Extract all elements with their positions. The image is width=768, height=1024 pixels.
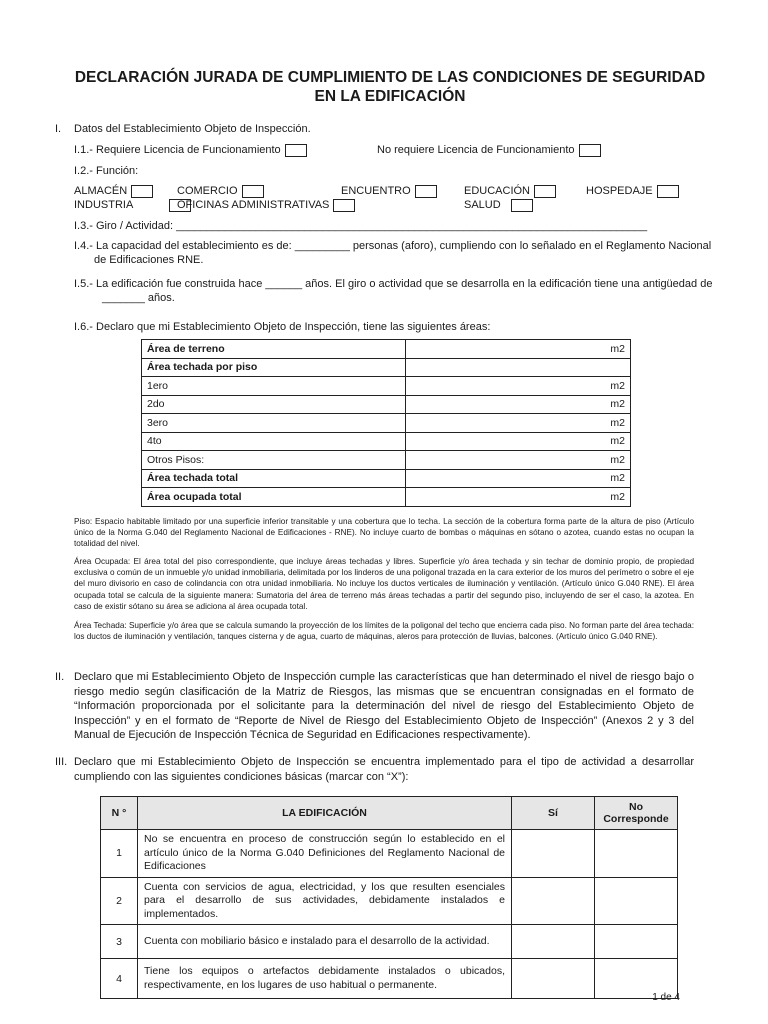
page-title <box>60 68 720 106</box>
areas-row <box>142 395 631 414</box>
condition-no-corresponde-cell[interactable] <box>595 877 678 925</box>
section-1-number: I. <box>55 123 62 135</box>
function-almacen-label: ALMACÉN <box>74 185 128 197</box>
function-industria <box>74 198 191 212</box>
header-edificacion: LA EDIFICACIÓN <box>138 797 512 830</box>
section-3-text: Declaro que mi Establecimiento Objeto de Inspección se encuentra implementado para el tipo de actividad a desarrollar cumpliendo con las siguientes condiciones básicas (marcar con “X”): <box>74 756 694 783</box>
condition-row <box>101 830 678 878</box>
condition-no-corresponde-cell[interactable] <box>595 925 678 959</box>
giro-actividad-field[interactable]: I.3.- Giro / Actividad: _____________________________________________________________________________ <box>74 220 648 232</box>
function-comercio-checkbox[interactable] <box>242 185 264 198</box>
function-encuentro-label: ENCUENTRO <box>341 185 411 197</box>
section-3-number: III. <box>55 756 68 768</box>
areas-row <box>142 451 631 470</box>
areas-row <box>142 340 631 359</box>
condition-number: 3 <box>101 925 138 959</box>
title-line-1: DECLARACIÓN JURADA DE CUMPLIMIENTO DE LAS CONDICIONES DE SEGURIDAD <box>74 69 706 86</box>
condition-si-cell[interactable] <box>512 830 595 878</box>
note-piso: Piso: Espacio habitable limitado por una superficie inferior transitable y una cobertura que lo techa. La sección de la cobertura forma parte de la altura de piso (Artículo único de la Norma G.040 del Reglamento Nacional de Edificaciones - RNE). No incluye cuarto de bombas o máquinas en sótano o azotea, cuando estas no ocupan la totalidad del nivel. <box>74 517 694 549</box>
antiquity-line-1: I.5.- La edificación fue construida hace ______ años. El giro o actividad que se desarrolla en la edificación tiene una antigüedad de <box>74 278 713 290</box>
title-line-2: EN LA EDIFICACIÓN <box>314 88 466 105</box>
not-requires-license-checkbox[interactable] <box>579 144 601 157</box>
function-oficinas <box>177 198 355 212</box>
areas-label: Área ocupada total <box>142 488 406 507</box>
function-encuentro-checkbox[interactable] <box>415 185 437 198</box>
section-1-heading: Datos del Establecimiento Objeto de Inspección. <box>74 123 311 135</box>
condition-number: 2 <box>101 877 138 925</box>
areas-value-field[interactable]: m2 <box>406 414 631 433</box>
areas-table <box>141 339 631 507</box>
function-salud-checkbox[interactable] <box>511 199 533 212</box>
condition-text: Cuenta con servicios de agua, electricidad, y los que resulten esenciales para el desarrollo de sus actividades, debidamente instalados e implementados. <box>138 877 512 925</box>
areas-value-field[interactable]: m2 <box>406 451 631 470</box>
areas-label: Área techada por piso <box>142 358 406 377</box>
function-salud-label: SALUD <box>464 199 501 211</box>
header-no-corresponde <box>595 797 678 830</box>
areas-value-field[interactable]: m2 <box>406 395 631 414</box>
function-hospedaje <box>586 184 679 198</box>
areas-intro: I.6.- Declaro que mi Establecimiento Objeto de Inspección, tiene las siguientes áreas: <box>74 321 491 333</box>
capacity-line-2: de Edificaciones RNE. <box>94 254 204 266</box>
header-nc-line-2: Corresponde <box>603 813 669 825</box>
function-almacen-checkbox[interactable] <box>131 185 153 198</box>
note-area-techada: Área Techada: Superficie y/o área que se calcula sumando la proyección de los límites de la poligonal del techo que encierra cada piso. No forman parte del área techada: los ductos de iluminación y ventilación, tanques cisterna y de agua, cuarto de máquinas, aleros para protección de lluvias, balcones. (Artículo único G.040 RNE). <box>74 621 694 642</box>
header-si: Sí <box>512 797 595 830</box>
not-requires-license-label: No requiere Licencia de Funcionamiento <box>377 144 575 156</box>
condition-row <box>101 959 678 999</box>
section-2-number: II. <box>55 671 65 683</box>
header-num: N ° <box>101 797 138 830</box>
condition-text: No se encuentra en proceso de construcción según lo establecido en el artículo único de la Norma G.040 Definiciones del Reglamento Nacional de Edificaciones <box>138 830 512 878</box>
areas-value-field[interactable]: m2 <box>406 377 631 396</box>
function-oficinas-checkbox[interactable] <box>333 199 355 212</box>
conditions-header-row <box>101 797 678 830</box>
section-2-text: Declaro que mi Establecimiento Objeto de Inspección cumple las características que han determinado el nivel de riesgo bajo o riesgo medio según clasificación de la Matriz de Riesgos, las mismas que se encuentran consignadas en el formato de “Información proporcionada por el solicitante para la determinación del nivel de riesgo del Establecimiento Objeto de Inspección” y en el formato de “Reporte de Nivel de Riesgo del Establecimiento Objeto de Inspección” (Anexos 2 y 3 del Manual de Ejecución de Inspección Técnica de Seguridad en Edificaciones respectivamente). <box>74 671 694 741</box>
function-hospedaje-checkbox[interactable] <box>657 185 679 198</box>
function-educacion-label: EDUCACIÓN <box>464 185 531 197</box>
condition-text: Tiene los equipos o artefactos debidamente instalados o ubicados, respectivamente, en los lugares de uso habitual o permanente. <box>138 959 512 999</box>
areas-row <box>142 377 631 396</box>
areas-value-field[interactable]: m2 <box>406 488 631 507</box>
areas-row <box>142 469 631 488</box>
condition-number: 4 <box>101 959 138 999</box>
function-hospedaje-label: HOSPEDAJE <box>586 185 653 197</box>
areas-value-field[interactable]: m2 <box>406 340 631 359</box>
areas-row <box>142 432 631 451</box>
function-encuentro <box>341 184 437 198</box>
conditions-table <box>100 796 678 999</box>
areas-value-field[interactable] <box>406 358 631 377</box>
areas-row <box>142 358 631 377</box>
note-area-ocupada: Área Ocupada: El área total del piso correspondiente, que incluye áreas techadas y libres. Superficie y/o área techada y sin techar de dominio propio, de propiedad exclusiva o común de un inmueble y/o unidad inmobiliaria, delimitada por los linderos de una poligonal trazada en la cara exterior de los muros del perímetro o sobre el eje del muro divisorio en caso de colindancia con otra unidad inmobiliaria. No incluye los ductos verticales de iluminación y ventilación. (Artículo único G.040 RNE). El área ocupada total se calcula de la siguiente manera: Sumatoria del área de terreno más áreas techadas a partir del segundo piso, incluyendo de ser el caso, la azotea. En caso de existir sótano su área se adiciona al área ocupada total. <box>74 557 694 611</box>
function-label: I.2.- Función: <box>74 165 139 177</box>
function-educacion-checkbox[interactable] <box>534 185 556 198</box>
areas-label: Área techada total <box>142 469 406 488</box>
areas-value-field[interactable]: m2 <box>406 469 631 488</box>
requires-license-row <box>74 143 307 157</box>
condition-si-cell[interactable] <box>512 925 595 959</box>
requires-license-label: I.1.- Requiere Licencia de Funcionamiento <box>74 144 281 156</box>
condition-si-cell[interactable] <box>512 959 595 999</box>
areas-label: 1ero <box>142 377 406 396</box>
function-almacen <box>74 184 153 198</box>
function-comercio <box>177 184 264 198</box>
condition-no-corresponde-cell[interactable] <box>595 830 678 878</box>
areas-label: Área de terreno <box>142 340 406 359</box>
areas-label: 2do <box>142 395 406 414</box>
header-nc-line-1: No <box>629 801 643 813</box>
areas-label: 4to <box>142 432 406 451</box>
condition-text: Cuenta con mobiliario básico e instalado para el desarrollo de la actividad. <box>138 925 512 959</box>
condition-number: 1 <box>101 830 138 878</box>
areas-label: Otros Pisos: <box>142 451 406 470</box>
function-comercio-label: COMERCIO <box>177 185 238 197</box>
condition-row <box>101 877 678 925</box>
page-number: 1 de 4 <box>652 992 680 1003</box>
antiquity-line-2: _______ años. <box>102 292 175 304</box>
function-salud <box>464 198 533 212</box>
requires-license-checkbox[interactable] <box>285 144 307 157</box>
capacity-line-1: I.4.- La capacidad del establecimiento es de: _________ personas (aforo), cumpliendo con lo señalado en el Reglamento Nacional <box>74 240 712 252</box>
areas-label: 3ero <box>142 414 406 433</box>
function-industria-label: INDUSTRIA <box>74 199 134 211</box>
areas-row <box>142 488 631 507</box>
areas-row <box>142 414 631 433</box>
condition-si-cell[interactable] <box>512 877 595 925</box>
function-oficinas-label: OFICINAS ADMINISTRATIVAS <box>177 199 330 211</box>
not-requires-license-row <box>377 143 601 157</box>
areas-value-field[interactable]: m2 <box>406 432 631 451</box>
condition-row <box>101 925 678 959</box>
function-educacion <box>464 184 556 198</box>
